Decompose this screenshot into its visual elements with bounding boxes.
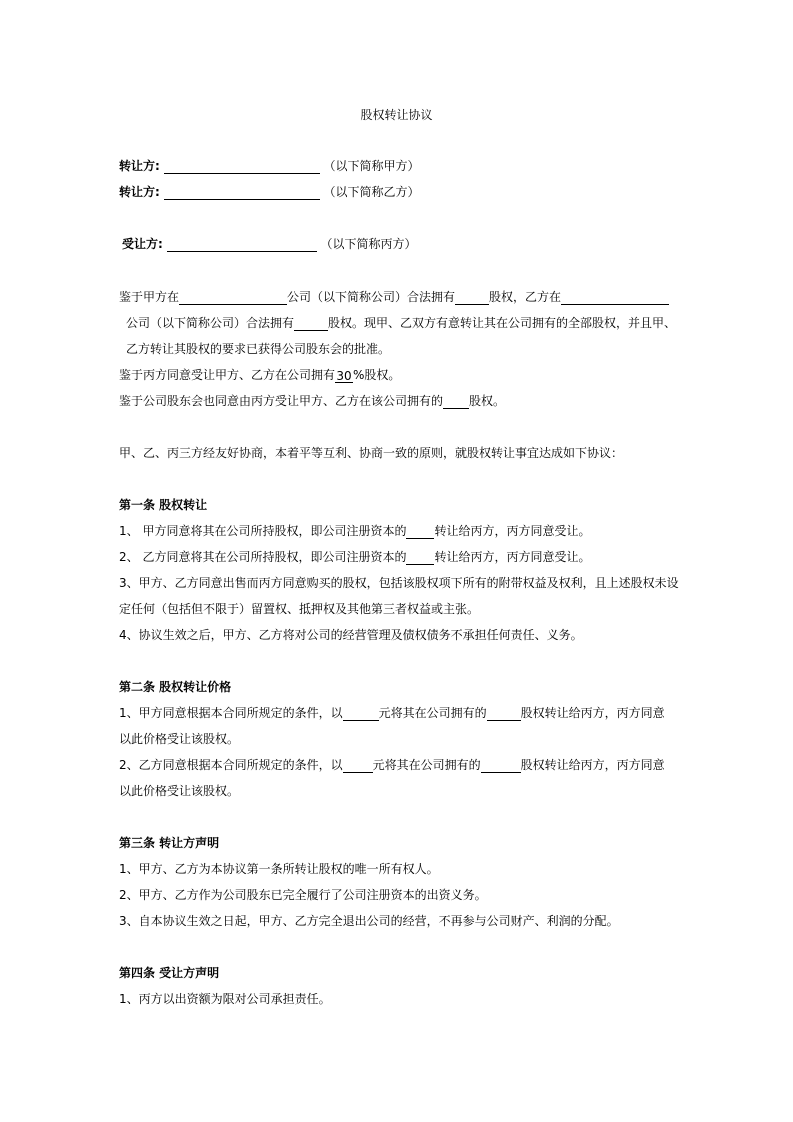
share-blank[interactable]: [481, 758, 521, 773]
text-span: 乙方转让其股权的要求已获得公司股东会的批准。: [126, 342, 391, 356]
article-item: [119, 705, 665, 721]
share-blank[interactable]: [443, 394, 469, 409]
company-blank[interactable]: [561, 290, 669, 305]
party-name-blank[interactable]: [164, 185, 320, 200]
text-span: 公司（以下简称公司）合法拥有: [287, 290, 456, 304]
text-span: 3、甲方、乙方同意出售而丙方同意购买的股权，包括该股权项下所有的附带权益及权利，且上述股权未设: [119, 576, 679, 590]
company-blank[interactable]: [179, 290, 287, 305]
party-transferor-a: [119, 158, 419, 174]
article-item: [119, 601, 479, 617]
text-span: 股权转让给丙方，丙方同意: [520, 758, 665, 772]
share-blank[interactable]: [294, 316, 328, 331]
percent-value[interactable]: 30: [336, 369, 352, 383]
text-span: 1、甲方同意根据本合同所规定的条件，以: [119, 706, 343, 720]
article-item: [119, 627, 583, 643]
article-item: [119, 575, 679, 591]
text-span: 转让给丙方，丙方同意受让。: [434, 550, 591, 564]
capital-blank[interactable]: [406, 524, 434, 539]
capital-blank[interactable]: [406, 550, 434, 565]
party-name-blank[interactable]: [164, 159, 320, 174]
party-name-blank[interactable]: [167, 237, 317, 252]
text-span: 元将其在公司拥有的: [378, 706, 487, 720]
article-heading: 第二条 股权转让价格: [119, 680, 232, 694]
text-span: 以此价格受让该股权。: [119, 732, 240, 746]
article-heading: 第一条 股权转让: [119, 498, 208, 512]
preamble-line: [126, 341, 390, 357]
text-span: 鉴于公司股东会也同意由丙方受让甲方、乙方在该公司拥有的: [119, 394, 444, 408]
text-span: 鉴于甲方在: [119, 290, 180, 304]
article-item: [119, 731, 239, 747]
party-label: 转让方:: [119, 185, 160, 199]
text-span: 定任何（包括但不限于）留置权、抵押权及其他第三者权益或主张。: [119, 602, 480, 616]
text-span: 公司（以下简称公司）合法拥有: [126, 316, 295, 330]
article-item: 2、甲方、乙方作为公司股东已完全履行了公司注册资本的出资义务。: [119, 888, 487, 902]
price-blank[interactable]: [343, 706, 379, 721]
document-title: 股权转让协议: [360, 108, 433, 122]
article-item: [119, 757, 665, 773]
text-span: 股权。现甲、乙双方有意转让其在公司拥有的全部股权，并且甲、: [328, 316, 677, 330]
article-item: 1、丙方以出资额为限对公司承担责任。: [119, 992, 331, 1006]
party-label: 转让方:: [119, 159, 160, 173]
text-span: 1、 甲方同意将其在公司所持股权，即公司注册资本的: [119, 524, 407, 538]
text-span: 2、 乙方同意将其在公司所持股权，即公司注册资本的: [119, 550, 407, 564]
price-blank[interactable]: [343, 758, 373, 773]
article-item: [119, 549, 590, 565]
article-item: [119, 783, 239, 799]
party-suffix: （以下简称乙方）: [323, 185, 420, 199]
article-item: 3、自本协议生效之日起，甲方、乙方完全退出公司的经营，不再参与公司财产、利润的分配。: [119, 914, 619, 928]
party-suffix: （以下简称丙方）: [320, 237, 417, 251]
party-label: 受让方:: [122, 237, 163, 251]
party-suffix: （以下简称甲方）: [323, 159, 420, 173]
text-span: 股权，乙方在: [489, 290, 562, 304]
article-item: [119, 523, 590, 539]
preamble-line: [119, 445, 623, 461]
party-transferor-b: [119, 184, 419, 200]
text-span: 元将其在公司拥有的: [372, 758, 481, 772]
text-span: 鉴于丙方同意受让甲方、乙方在公司拥有: [119, 368, 336, 382]
text-span: 转让给丙方，丙方同意受让。: [434, 524, 591, 538]
article-heading: 第四条 受让方声明: [119, 966, 220, 980]
text-span: 4、协议生效之后，甲方、乙方将对公司的经营管理及债权债务不承担任何责任、义务。: [119, 628, 583, 642]
preamble-line: [119, 367, 400, 383]
text-span: 甲、乙、丙三方经友好协商，本着平等互利、协商一致的原则，就股权转让事宜达成如下协议：: [119, 446, 624, 460]
article-heading: 第三条 转让方声明: [119, 836, 220, 850]
text-span: 2、乙方同意根据本合同所规定的条件，以: [119, 758, 343, 772]
article-item: 1、甲方、乙方为本协议第一条所转让股权的唯一所有权人。: [119, 862, 439, 876]
preamble-line: [119, 393, 505, 409]
share-blank[interactable]: [487, 706, 521, 721]
text-span: %股权。: [353, 368, 401, 382]
text-span: 股权。: [469, 394, 506, 408]
text-span: 以此价格受让该股权。: [119, 784, 240, 798]
preamble-line: [126, 315, 676, 331]
share-blank[interactable]: [455, 290, 489, 305]
text-span: 股权转让给丙方，丙方同意: [520, 706, 665, 720]
preamble-line: [119, 289, 669, 305]
party-transferee: [122, 236, 416, 252]
